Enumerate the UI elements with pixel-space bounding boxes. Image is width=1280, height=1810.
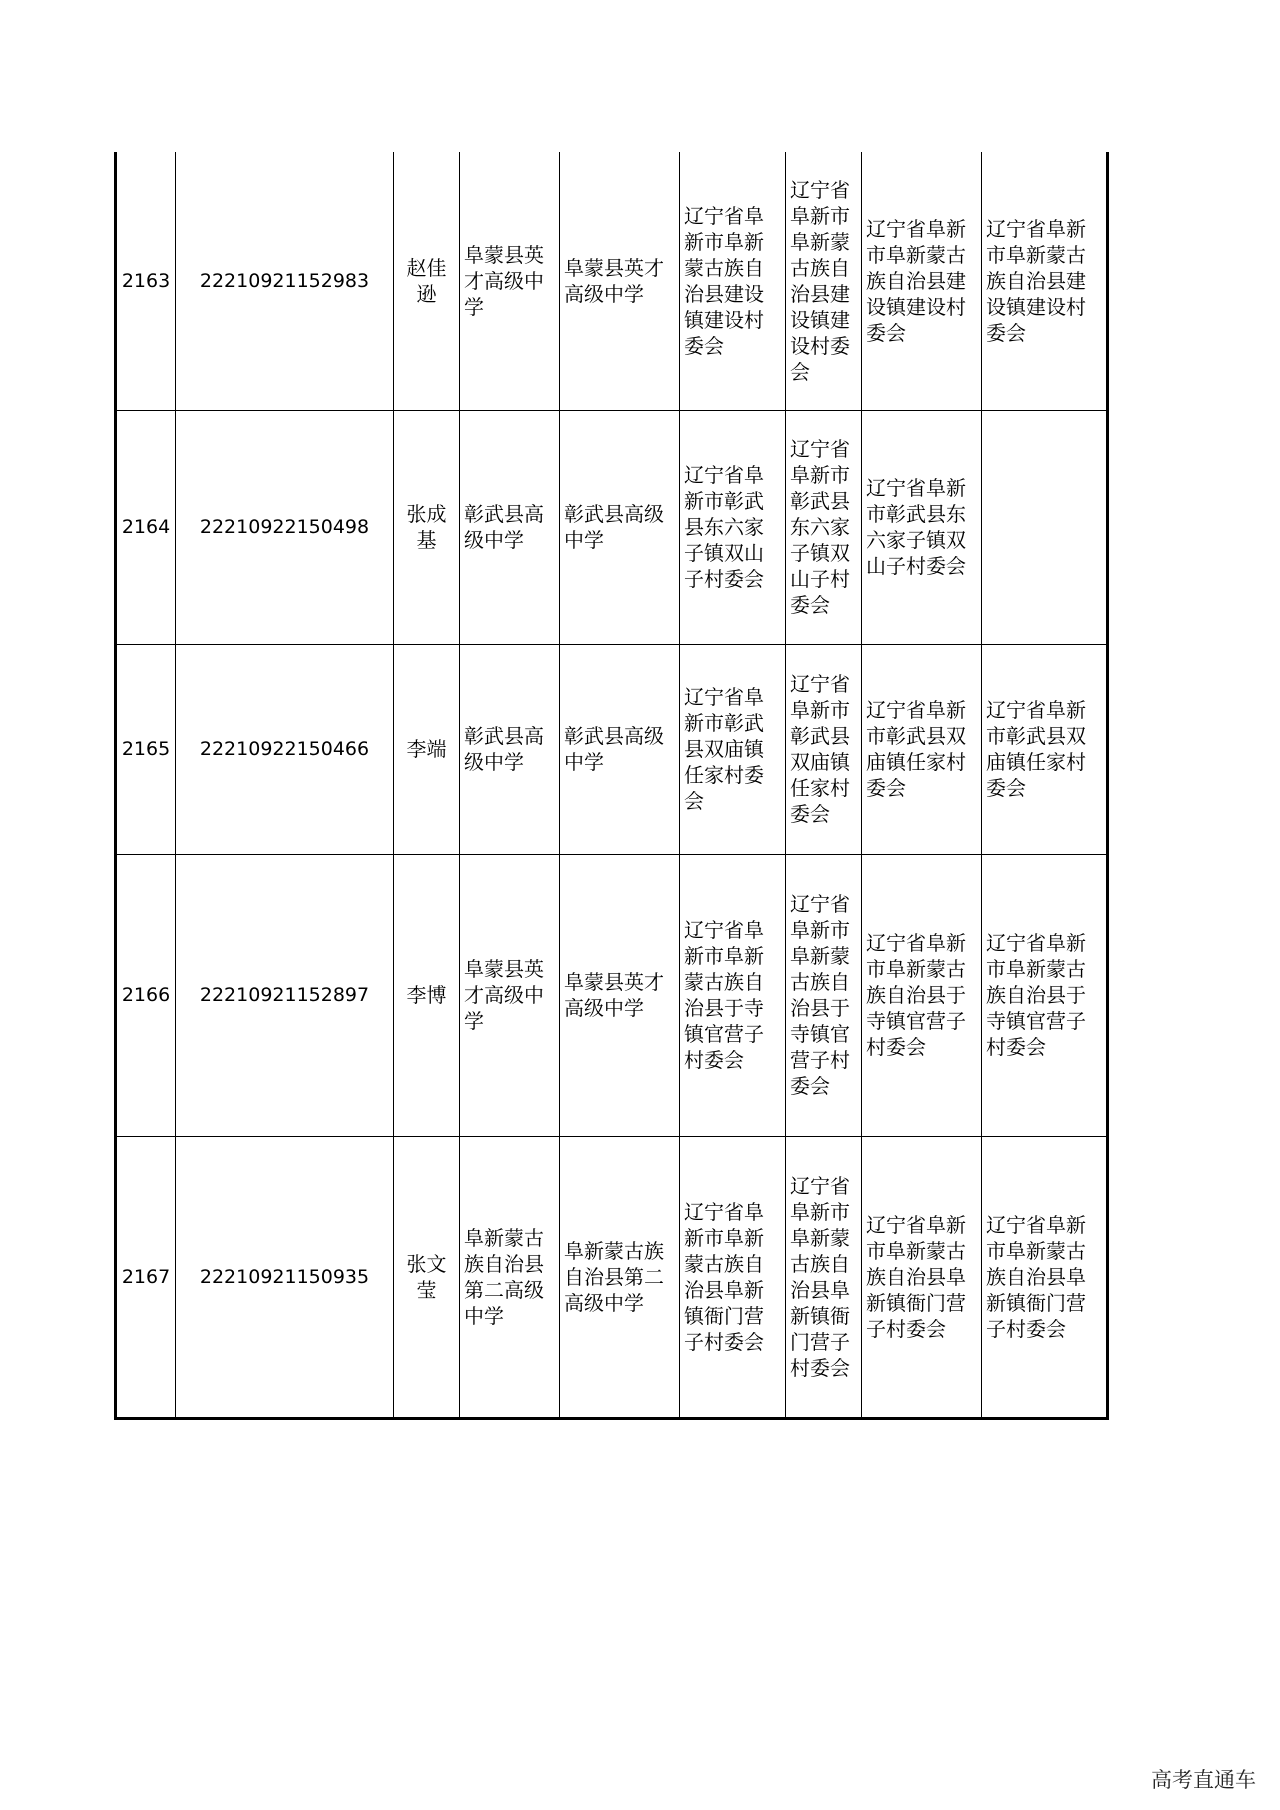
watermark-text: 高考直通车 <box>1151 1768 1256 1792</box>
school-cell: 阜新蒙古族自治县第二高级中学 <box>460 1136 560 1418</box>
seq-cell: 2165 <box>116 644 176 854</box>
table-row <box>116 644 1108 854</box>
seq-cell: 2166 <box>116 854 176 1136</box>
school-cell: 阜蒙县英才高级中学 <box>460 854 560 1136</box>
school-cell: 彰武县高级中学 <box>460 644 560 854</box>
exam-id-cell: 22210921150935 <box>176 1136 394 1418</box>
name-cell: 赵佳逊 <box>394 152 460 410</box>
address4-cell: 辽宁省阜新市阜新蒙古族自治县于寺镇官营子村委会 <box>982 854 1108 1136</box>
table-row <box>116 854 1108 1136</box>
address1-cell: 辽宁省阜新市彰武县双庙镇任家村委会 <box>680 644 786 854</box>
name-cell: 张成基 <box>394 410 460 644</box>
table-row <box>116 1136 1108 1418</box>
name-cell: 张文莹 <box>394 1136 460 1418</box>
exam-id-cell: 22210921152897 <box>176 854 394 1136</box>
school2-cell: 阜新蒙古族自治县第二高级中学 <box>560 1136 680 1418</box>
address2-cell: 辽宁省阜新市阜新蒙古族自治县建设镇建设村委会 <box>786 152 862 410</box>
address3-cell: 辽宁省阜新市阜新蒙古族自治县于寺镇官营子村委会 <box>862 854 982 1136</box>
address1-cell: 辽宁省阜新市阜新蒙古族自治县建设镇建设村委会 <box>680 152 786 410</box>
address4-cell: 辽宁省阜新市阜新蒙古族自治县建设镇建设村委会 <box>982 152 1108 410</box>
address3-cell: 辽宁省阜新市彰武县东六家子镇双山子村委会 <box>862 410 982 644</box>
exam-id-cell: 22210922150466 <box>176 644 394 854</box>
table-row <box>116 152 1108 410</box>
address3-cell: 辽宁省阜新市阜新蒙古族自治县建设镇建设村委会 <box>862 152 982 410</box>
school2-cell: 彰武县高级中学 <box>560 644 680 854</box>
address2-cell: 辽宁省阜新市阜新蒙古族自治县于寺镇官营子村委会 <box>786 854 862 1136</box>
school-cell: 彰武县高级中学 <box>460 410 560 644</box>
address3-cell: 辽宁省阜新市彰武县双庙镇任家村委会 <box>862 644 982 854</box>
exam-id-cell: 22210922150498 <box>176 410 394 644</box>
address4-cell <box>982 410 1108 644</box>
address3-cell: 辽宁省阜新市阜新蒙古族自治县阜新镇衙门营子村委会 <box>862 1136 982 1418</box>
exam-id-cell: 22210921152983 <box>176 152 394 410</box>
address2-cell: 辽宁省阜新市阜新蒙古族自治县阜新镇衙门营子村委会 <box>786 1136 862 1418</box>
address1-cell: 辽宁省阜新市阜新蒙古族自治县于寺镇官营子村委会 <box>680 854 786 1136</box>
table-row <box>116 410 1108 644</box>
name-cell: 李端 <box>394 644 460 854</box>
address2-cell: 辽宁省阜新市彰武县双庙镇任家村委会 <box>786 644 862 854</box>
school2-cell: 阜蒙县英才高级中学 <box>560 854 680 1136</box>
address1-cell: 辽宁省阜新市阜新蒙古族自治县阜新镇衙门营子村委会 <box>680 1136 786 1418</box>
school2-cell: 彰武县高级中学 <box>560 410 680 644</box>
seq-cell: 2167 <box>116 1136 176 1418</box>
name-cell: 李博 <box>394 854 460 1136</box>
roster-table <box>114 152 1109 1420</box>
address4-cell: 辽宁省阜新市阜新蒙古族自治县阜新镇衙门营子村委会 <box>982 1136 1108 1418</box>
address4-cell: 辽宁省阜新市彰武县双庙镇任家村委会 <box>982 644 1108 854</box>
school-cell: 阜蒙县英才高级中学 <box>460 152 560 410</box>
address2-cell: 辽宁省阜新市彰武县东六家子镇双山子村委会 <box>786 410 862 644</box>
address1-cell: 辽宁省阜新市彰武县东六家子镇双山子村委会 <box>680 410 786 644</box>
seq-cell: 2163 <box>116 152 176 410</box>
seq-cell: 2164 <box>116 410 176 644</box>
school2-cell: 阜蒙县英才高级中学 <box>560 152 680 410</box>
